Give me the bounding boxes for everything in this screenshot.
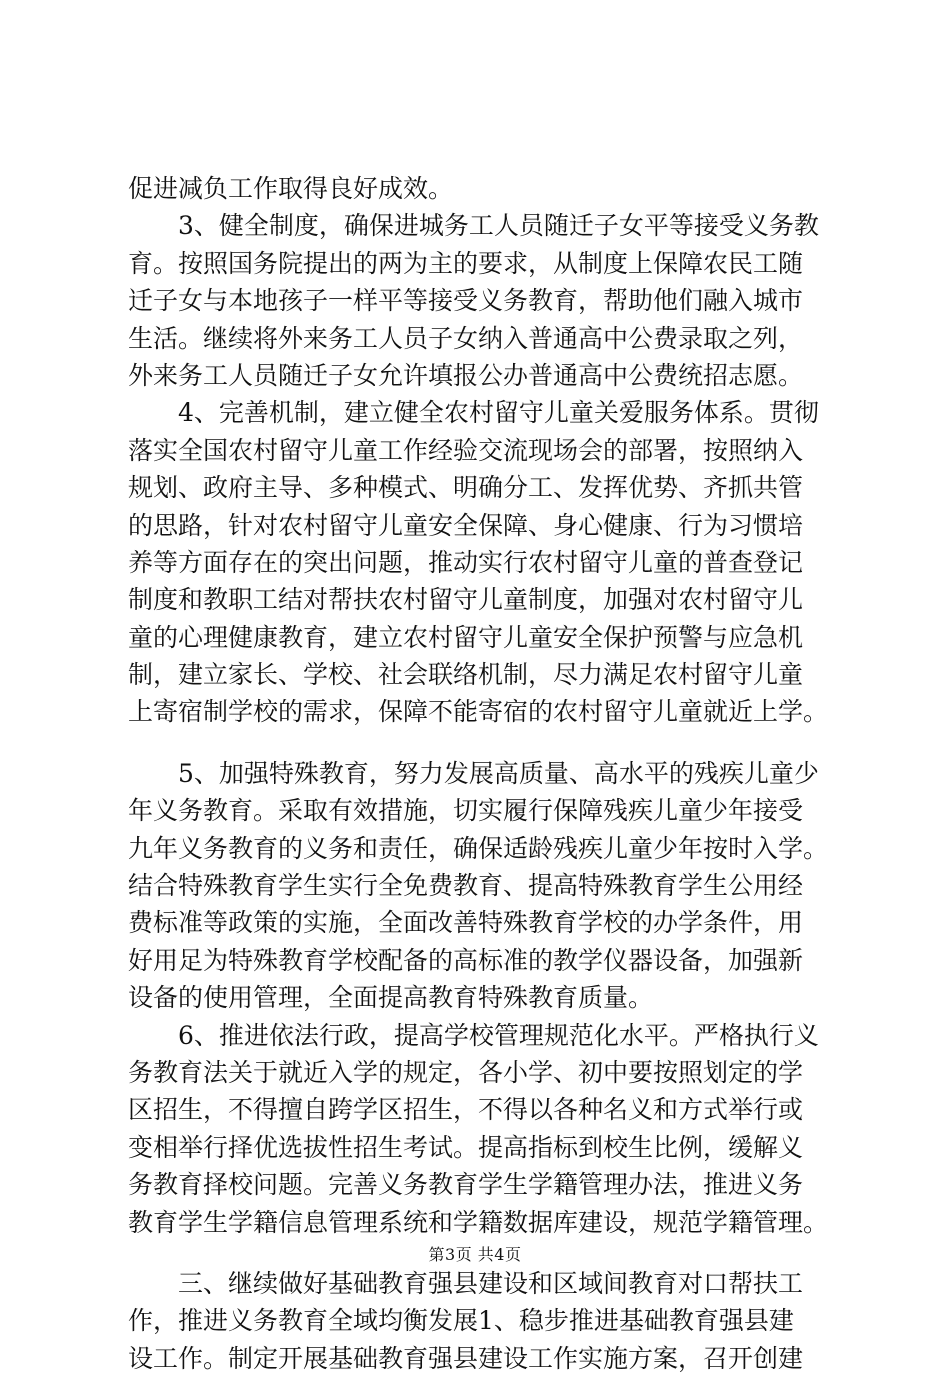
text-line: 制度和教职工结对帮扶农村留守儿童制度，加强对农村留守儿 — [128, 585, 804, 615]
text-line: 结合特殊教育学生实行全免费教育、提高特殊教育学生公用经 — [128, 871, 804, 901]
text-line: 4、完善机制，建立健全农村留守儿童关爱服务体系。贯彻 — [128, 398, 819, 428]
text-line: 年义务教育。采取有效措施，切实履行保障残疾儿童少年接受 — [128, 796, 804, 826]
text-line: 教育学生学籍信息管理系统和学籍数据库建设，规范学籍管理。 — [128, 1207, 828, 1237]
text-line: 的思路，针对农村留守儿童安全保障、身心健康、行为习惯培 — [128, 510, 804, 540]
text-line: 九年义务教育的义务和责任，确保适龄残疾儿童少年按时入学。 — [128, 833, 828, 863]
text-line: 育。按照国务院提出的两为主的要求，从制度上保障农民工随 — [128, 248, 804, 278]
text-line: 设备的使用管理，全面提高教育特殊教育质量。 — [128, 983, 654, 1013]
text-line: 外来务工人员随迁子女允许填报公办普通高中公费统招志愿。 — [128, 360, 804, 390]
text-line: 好用足为特殊教育学校配备的高标准的教学仪器设备，加强新 — [128, 945, 804, 975]
text-line: 变相举行择优选拔性招生考试。提高指标到校生比例，缓解义 — [128, 1132, 804, 1162]
text-line: 迁子女与本地孩子一样平等接受义务教育，帮助他们融入城市 — [128, 286, 804, 316]
text-line: 务教育法关于就近入学的规定，各小学、初中要按照划定的学 — [128, 1057, 804, 1087]
text-line: 促进减负工作取得良好成效。 — [128, 174, 454, 203]
text-line: 上寄宿制学校的需求，保障不能寄宿的农村留守儿童就近上学。 — [128, 697, 828, 727]
text-line: 3、健全制度，确保进城务工人员随迁子女平等接受义务教 — [128, 211, 819, 241]
text-line: 落实全国农村留守儿童工作经验交流现场会的部署，按照纳入 — [128, 435, 804, 465]
text-line: 童的心理健康教育，建立农村留守儿童安全保护预警与应急机 — [128, 622, 804, 652]
text-line: 设工作。制定开展基础教育强县建设工作实施方案，召开创建 — [128, 1343, 804, 1373]
document-body — [128, 170, 828, 1377]
text-line: 6、推进依法行政，提高学校管理规范化水平。严格执行义 — [128, 1020, 819, 1050]
text-line: 5、加强特殊教育，努力发展高质量、高水平的残疾儿童少 — [128, 758, 819, 788]
text-line: 务教育择校问题。完善义务教育学生学籍管理办法，推进义务 — [128, 1170, 804, 1200]
text-line: 规划、政府主导、多种模式、明确分工、发挥优势、齐抓共管 — [128, 473, 804, 503]
paragraph-spacer — [128, 731, 828, 755]
text-line: 费标准等政策的实施，全面改善特殊教育学校的办学条件，用 — [128, 908, 804, 938]
text-line: 作，推进义务教育全域均衡发展1、稳步推进基础教育强县建 — [128, 1306, 794, 1336]
text-line: 生活。继续将外来务工人员子女纳入普通高中公费录取之列， — [128, 323, 804, 353]
page-number-footer: 第3页 共4页 — [428, 1245, 522, 1264]
text-line: 三、继续做好基础教育强县建设和区域间教育对口帮扶工 — [128, 1268, 804, 1298]
text-line: 区招生，不得擅自跨学区招生，不得以各种名义和方式举行或 — [128, 1095, 804, 1125]
text-line: 养等方面存在的突出问题，推动实行农村留守儿童的普查登记 — [128, 547, 804, 577]
text-line: 制，建立家长、学校、社会联络机制，尽力满足农村留守儿童 — [128, 660, 804, 690]
